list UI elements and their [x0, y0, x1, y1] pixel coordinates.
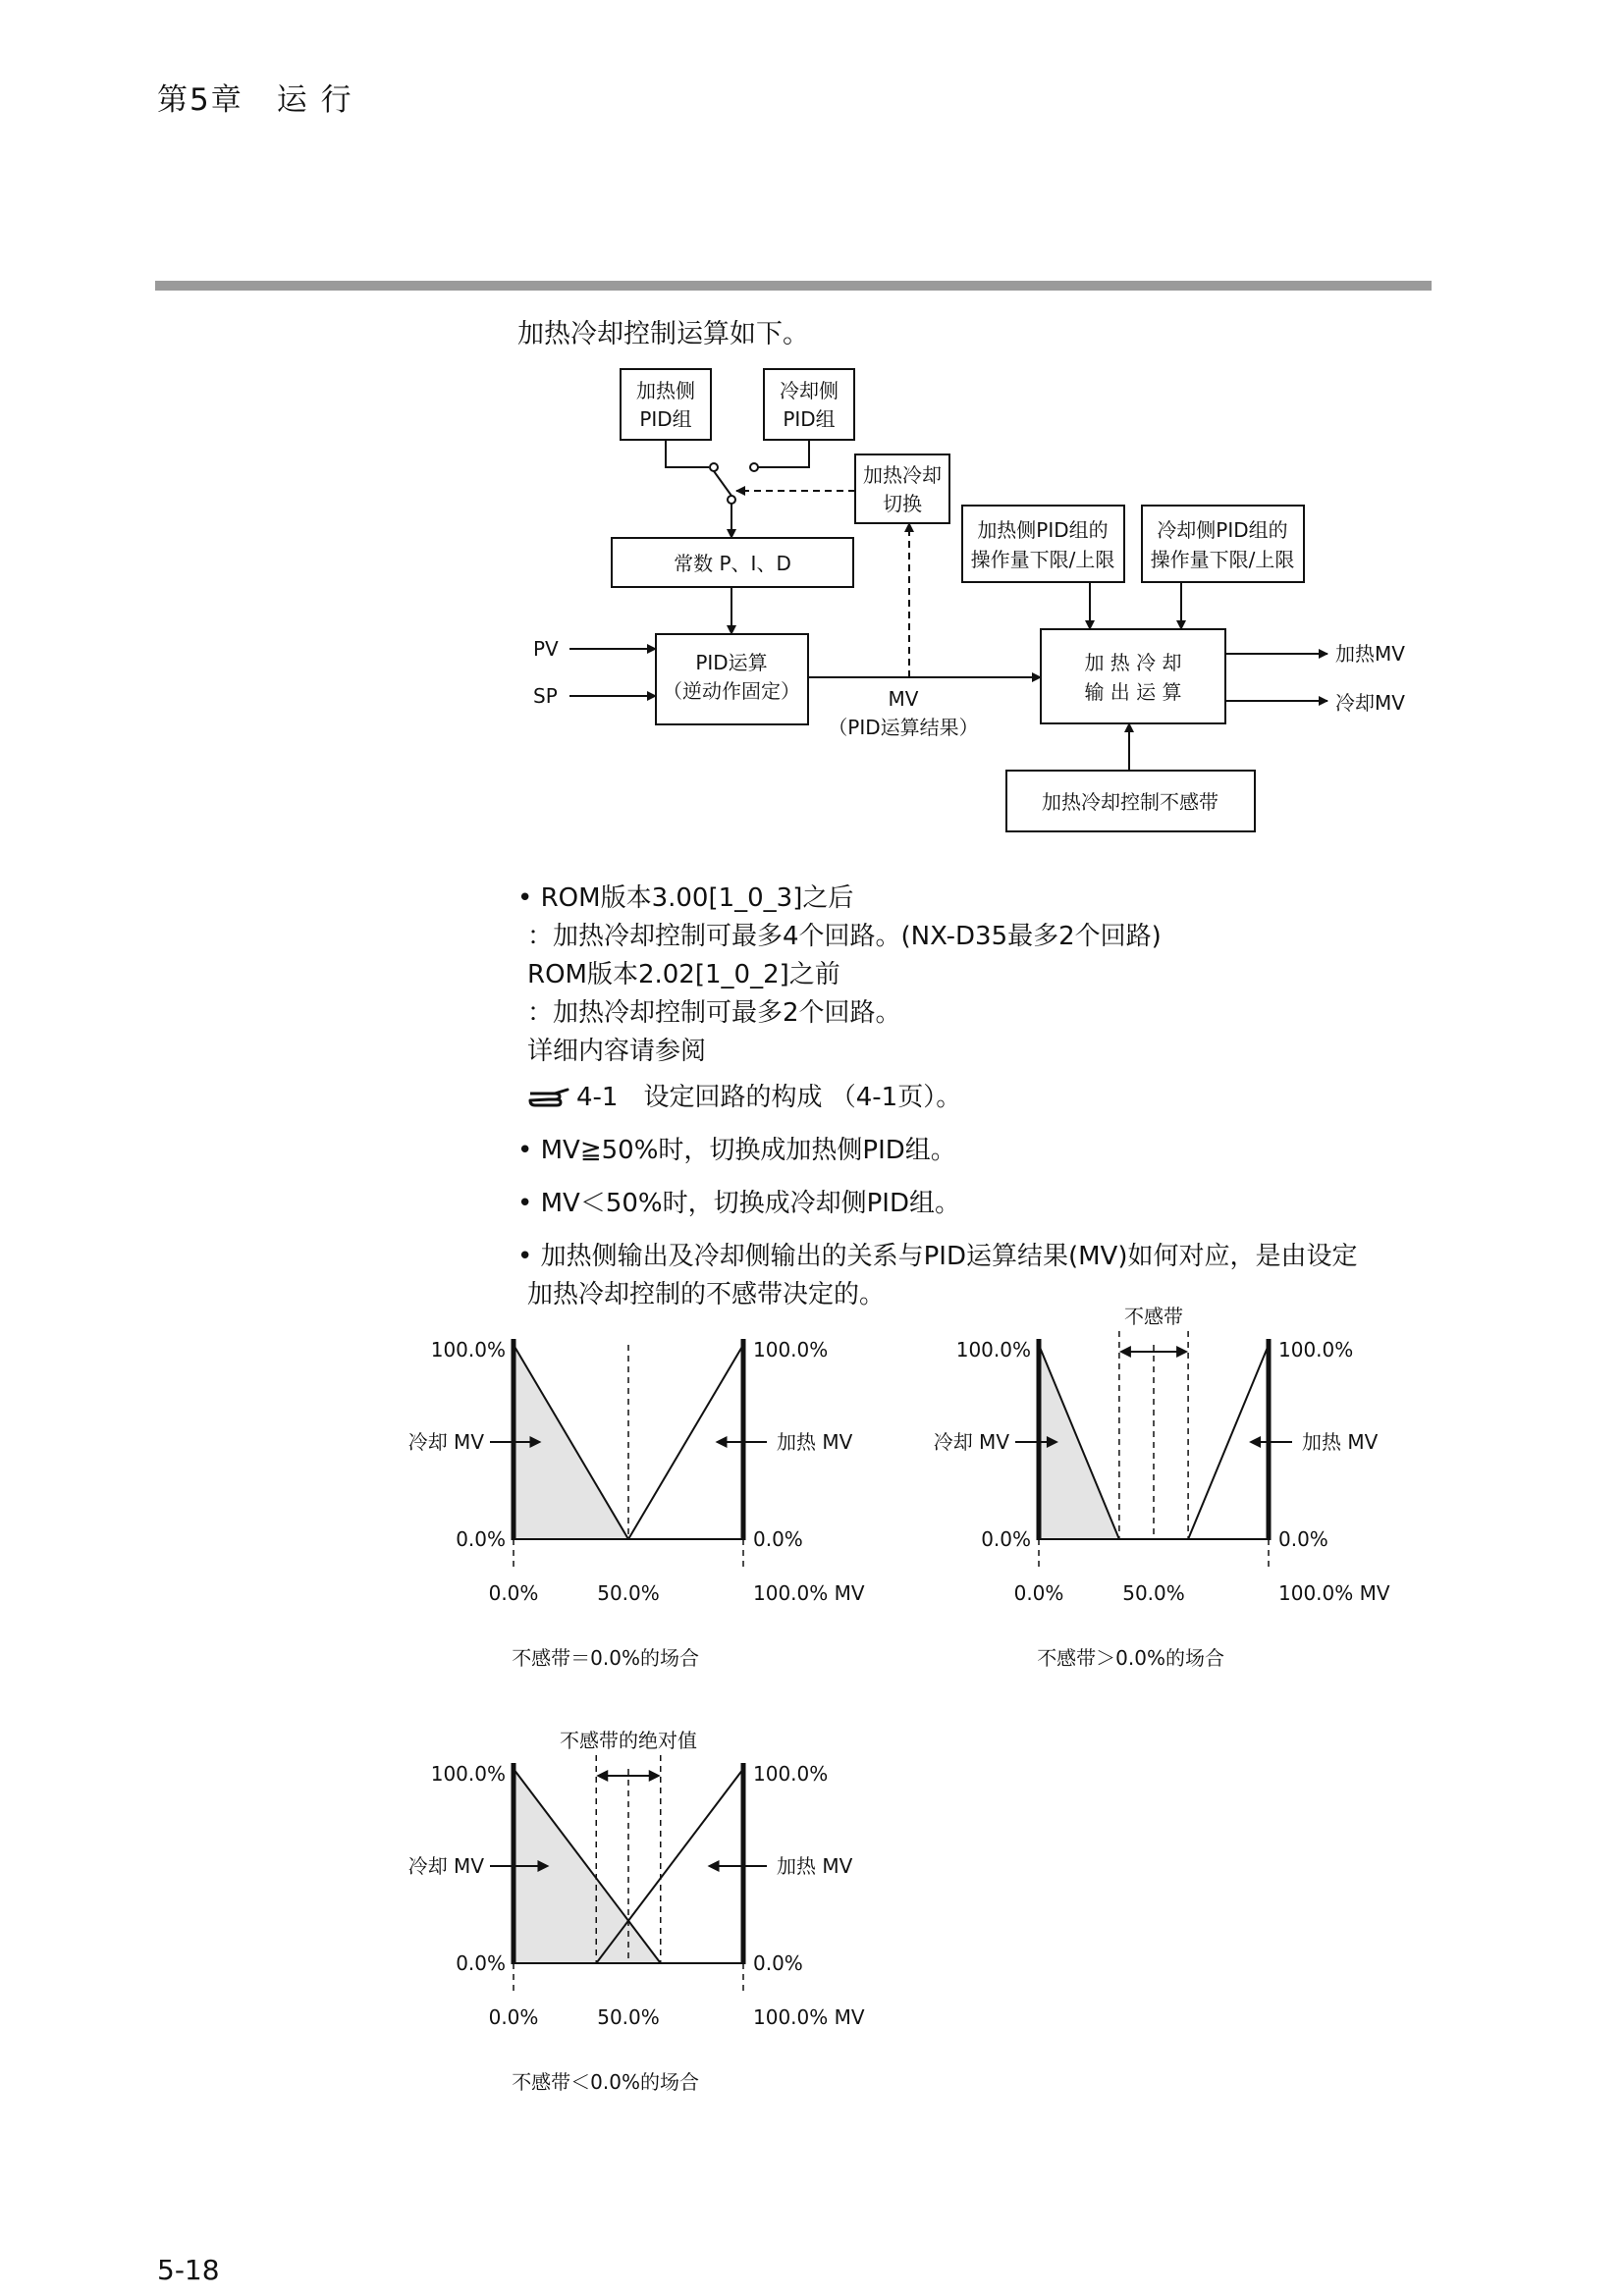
cool-pid-group-label-2: PID组: [783, 407, 836, 431]
x-mid-label: 50.0%: [597, 1581, 660, 1605]
cool-mv-out-label: 冷却MV: [1335, 691, 1405, 715]
note-rom-old-desc: ：加热冷却控制可最多2个回路。: [527, 998, 901, 1028]
x-min-label: 0.0%: [488, 2005, 539, 2029]
cool-pid-group-label-1: 冷却侧: [780, 379, 839, 402]
switch-label-2: 切换: [883, 492, 922, 515]
switch-contact-left: [710, 463, 718, 471]
y-min-right: 0.0%: [1278, 1527, 1328, 1551]
diagram-caption: 不感带＞0.0%的场合: [1037, 1646, 1225, 1670]
y-min-left: 0.0%: [981, 1527, 1031, 1551]
x-max-label: 100.0% MV: [753, 1581, 865, 1605]
output-calc-label-1: 加 热 冷 却: [1084, 651, 1182, 674]
x-mid-label: 50.0%: [597, 2005, 660, 2029]
deadband-zero-diagram: [388, 1325, 898, 1688]
heat-mv-label: 加热 MV: [777, 1854, 853, 1878]
note-mv-lt: • MV＜50%时，切换成冷却侧PID组。: [517, 1189, 960, 1218]
note-rom-new: • ROM版本3.00[1_0_3]之后: [517, 883, 854, 913]
cool-mv-label: 冷却 MV: [933, 1430, 1009, 1454]
deadband-negative-diagram: [388, 1729, 898, 2112]
x-max-label: 100.0% MV: [753, 2005, 865, 2029]
diagram-caption: 不感带＜0.0%的场合: [512, 2070, 700, 2094]
pid-calc-label-2: （逆动作固定）: [663, 679, 800, 703]
deadband-label: 不感带的绝对值: [560, 1729, 697, 1752]
note-rom-new-desc: ：加热冷却控制可最多4个回路。(NX-D35最多2个回路): [527, 922, 1162, 951]
sp-label: SP: [533, 684, 558, 708]
section-rule: [155, 281, 1432, 291]
heat-mv-out-label: 加热MV: [1335, 642, 1405, 666]
note-mv-ge: • MV≧50%时，切换成加热侧PID组。: [517, 1136, 956, 1165]
chapter-header: [157, 75, 353, 119]
x-min-label: 0.0%: [488, 1581, 539, 1605]
cool-limits-label-2: 操作量下限/上限: [1150, 548, 1295, 571]
output-calc-label-2: 输 出 运 算: [1084, 680, 1182, 704]
note-relation-1: • 加热侧输出及冷却侧输出的关系与PID运算结果(MV)如何对应，是由设定: [517, 1242, 1358, 1271]
heat-limits-label-1: 加热侧PID组的: [977, 518, 1109, 542]
x-mid-label: 50.0%: [1122, 1581, 1185, 1605]
pid-calc-label-1: PID运算: [695, 651, 768, 674]
note-reference-text: 4-1 设定回路的构成 （4-1页）。: [576, 1083, 962, 1112]
y-max-right: 100.0%: [1278, 1338, 1354, 1362]
note-see: 详细内容请参阅: [527, 1037, 707, 1066]
deadband-positive-diagram: [913, 1305, 1424, 1688]
heat-limits-label-2: 操作量下限/上限: [970, 548, 1115, 571]
heat-group-line: [666, 440, 709, 467]
switch-lever: [714, 471, 731, 496]
diagram-caption: 不感带＝0.0%的场合: [512, 1646, 700, 1670]
pv-label: PV: [533, 637, 559, 661]
x-min-label: 0.0%: [1013, 1581, 1064, 1605]
chapter-number: 第5章: [157, 82, 244, 118]
heat-pid-group-label-1: 加热侧: [636, 379, 695, 402]
page-number: 5-18: [157, 2254, 220, 2286]
y-max-left: 100.0%: [955, 1338, 1031, 1362]
y-min-left: 0.0%: [456, 1527, 506, 1551]
cool-mv-label: 冷却 MV: [407, 1430, 484, 1454]
switch-pivot: [728, 496, 735, 504]
switch-contact-right: [750, 463, 758, 471]
y-min-right: 0.0%: [753, 1527, 803, 1551]
heat-cool-flow-diagram: [511, 353, 1434, 844]
heat-pid-group-label-2: PID组: [639, 407, 692, 431]
cool-group-line: [758, 440, 809, 467]
output-calc-box: [1041, 629, 1225, 723]
cool-mv-label: 冷却 MV: [407, 1854, 484, 1878]
note-relation-2: 加热冷却控制的不感带决定的。: [527, 1280, 886, 1309]
cool-limits-label-1: 冷却侧PID组的: [1157, 518, 1288, 542]
note-rom-old: ROM版本2.02[1_0_2]之前: [527, 960, 840, 989]
y-max-left: 100.0%: [430, 1338, 506, 1362]
mv-label: MV: [888, 687, 919, 711]
y-max-left: 100.0%: [430, 1762, 506, 1786]
heat-mv-label: 加热 MV: [1302, 1430, 1379, 1454]
mv-note: （PID运算结果）: [828, 716, 979, 739]
chapter-title: 运 行: [276, 82, 353, 118]
y-min-right: 0.0%: [753, 1951, 803, 1975]
notes-section: [517, 880, 1460, 1314]
deadband-box-label: 加热冷却控制不感带: [1042, 790, 1218, 814]
x-max-label: 100.0% MV: [1278, 1581, 1390, 1605]
deadband-label: 不感带: [1124, 1305, 1183, 1328]
intro-text: 加热冷却控制运算如下。: [517, 319, 809, 349]
note-reference: [517, 1079, 1460, 1117]
pointing-hand-icon: [527, 1084, 570, 1111]
y-min-left: 0.0%: [456, 1951, 506, 1975]
switch-label-1: 加热冷却: [863, 463, 942, 487]
y-max-right: 100.0%: [753, 1338, 829, 1362]
y-max-right: 100.0%: [753, 1762, 829, 1786]
heat-mv-label: 加热 MV: [777, 1430, 853, 1454]
heat-mv-pointer: [708, 1860, 767, 1872]
constants-label: 常数 P、I、D: [674, 552, 791, 575]
